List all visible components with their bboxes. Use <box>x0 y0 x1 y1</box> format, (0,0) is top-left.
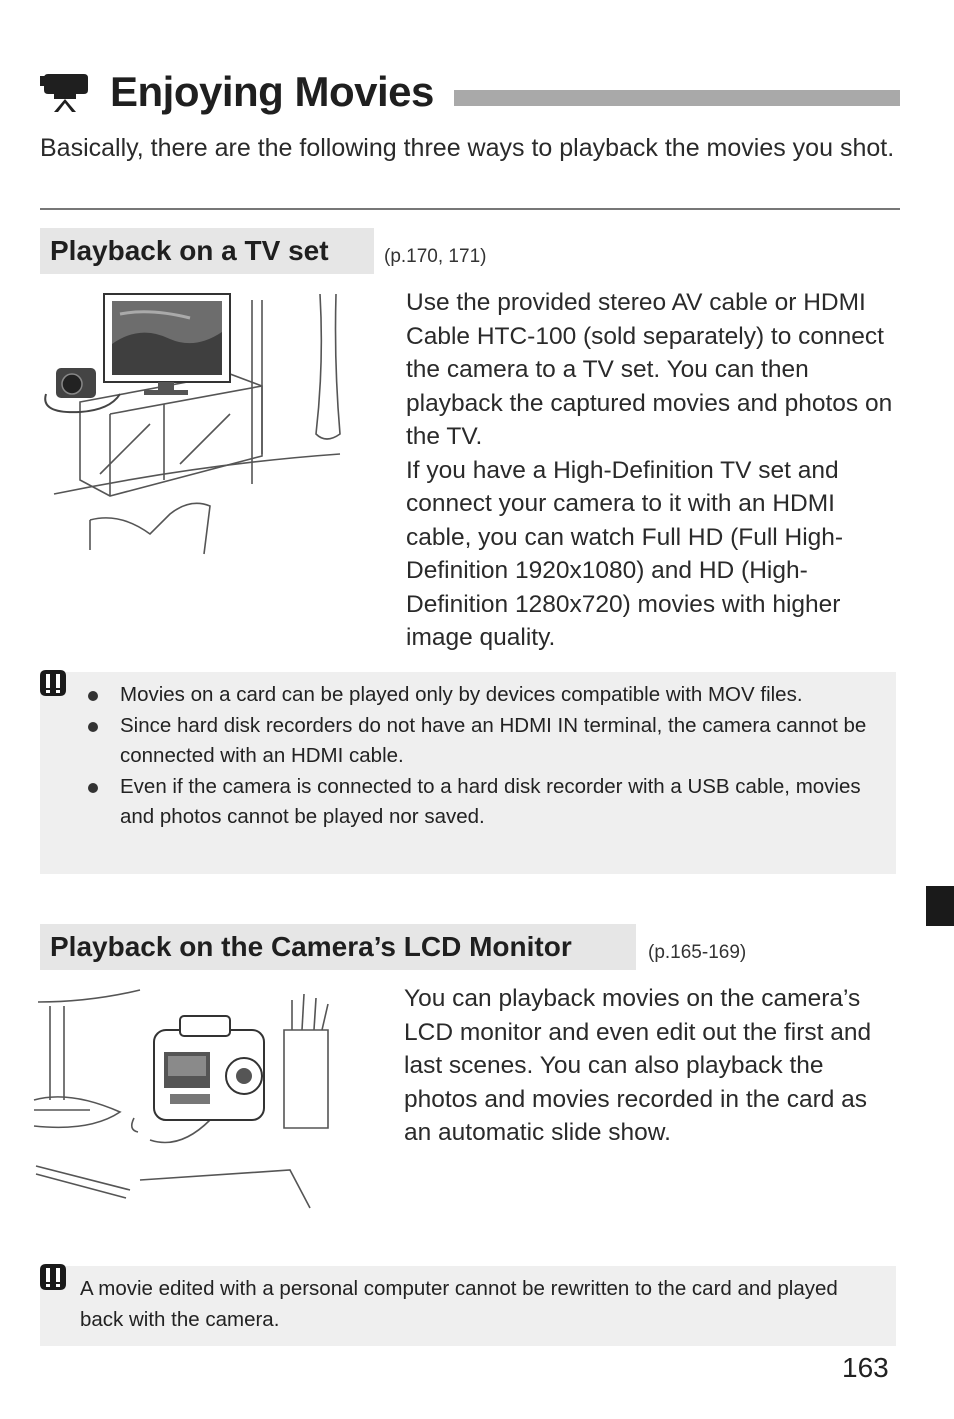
tv-description <box>406 286 894 655</box>
section-ref-lcd: (p.165-169) <box>648 942 747 963</box>
section-heading-lcd-label: Playback on the Camera’s LCD Monitor <box>50 931 572 962</box>
caution-item: Even if the camera is connected to a hard disk recorder with a USB cable, movies and photos cannot be played nor saved. <box>84 772 884 833</box>
tv-playback-illustration <box>40 284 360 574</box>
section-heading-tv-label: Playback on a TV set <box>50 235 329 266</box>
caution-text-lcd: A movie edited with a personal computer cannot be rewritten to the card and played back with the camera. <box>80 1277 838 1331</box>
page-number: 163 <box>842 1352 889 1383</box>
page-title: Enjoying Movies <box>110 68 434 115</box>
section-heading-lcd <box>40 924 636 970</box>
caution-item: Since hard disk recorders do not have an HDMI IN terminal, the camera cannot be connected with an HDMI cable. <box>84 711 884 772</box>
lcd-description: You can playback movies on the camera’s LCD monitor and even edit out the first and last scenes. You can also playback the photos and movies recorded in the card as an automatic slide show. <box>404 985 872 1146</box>
movie-camera-icon <box>40 74 92 112</box>
caution-icon <box>36 668 70 702</box>
tv-paragraph-2: If you have a High-Definition TV set and connect your camera to it with an HDMI cable, you can watch Full HD (Full High-Definition 1920x1080) and HD (High-Definition 1280x720) movies with higher image quality. <box>406 456 844 651</box>
title-underline-bar <box>454 90 900 106</box>
page-title-row <box>40 66 900 126</box>
divider <box>40 208 900 210</box>
tv-paragraph-1: Use the provided stereo AV cable or HDMI Cable HTC-100 (sold separately) to connect the camera to a TV set. You can then playback the captured movies and photos on the TV. <box>406 289 893 450</box>
caution-icon <box>36 1262 70 1296</box>
lcd-playback-illustration <box>30 980 350 1210</box>
chapter-tab-marker <box>926 886 954 926</box>
caution-item: Movies on a card can be played only by devices compatible with MOV files. <box>84 680 884 711</box>
intro-text: Basically, there are the following three ways to playback the movies you shot. <box>40 134 895 162</box>
caution-box-tv <box>40 672 896 874</box>
section-heading-tv <box>40 228 374 274</box>
caution-box-lcd <box>40 1266 896 1346</box>
section-ref-tv: (p.170, 171) <box>384 246 487 267</box>
caution-list-tv <box>84 680 884 833</box>
